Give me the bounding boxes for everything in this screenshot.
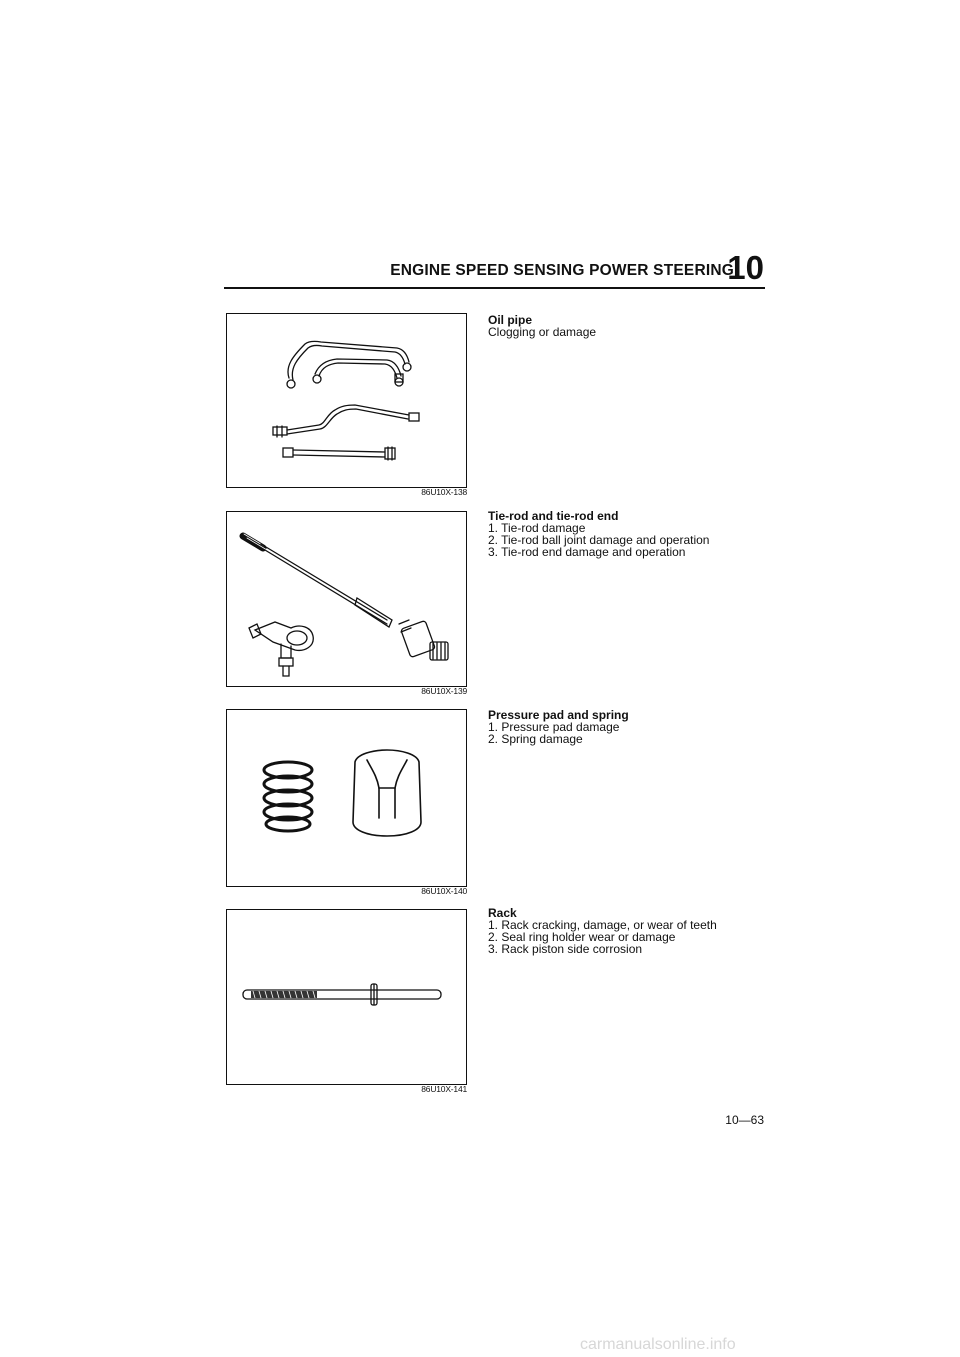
section-item: Clogging or damage xyxy=(488,325,597,339)
figure-id-2: 86U10X-139 xyxy=(421,686,467,696)
section-rack xyxy=(488,907,768,955)
section-title: Tie-rod and tie-rod end xyxy=(488,509,619,523)
page-header xyxy=(224,249,764,288)
section-oil-pipe xyxy=(488,314,768,338)
figure-rack xyxy=(226,909,467,1085)
watermark: carmanualsonline.info xyxy=(580,1336,736,1353)
figure-id-1: 86U10X-138 xyxy=(421,487,467,497)
section-item: 1. Rack cracking, damage, or wear of teeth xyxy=(488,918,717,932)
pressure-pad-spring-illustration xyxy=(227,710,466,886)
figure-tie-rod xyxy=(226,511,467,687)
oil-pipe-illustration xyxy=(227,314,466,487)
figure-oil-pipe xyxy=(226,313,467,488)
rack-illustration xyxy=(227,910,466,1084)
tie-rod-illustration xyxy=(227,512,466,686)
section-title: Rack xyxy=(488,906,517,920)
section-tie-rod xyxy=(488,510,768,558)
section-item: 2. Seal ring holder wear or damage xyxy=(488,930,676,944)
header-title: ENGINE SPEED SENSING POWER STEERING xyxy=(390,262,734,279)
section-item: 2. Spring damage xyxy=(488,732,583,746)
section-title: Oil pipe xyxy=(488,313,533,327)
chapter-number: 10 xyxy=(727,249,764,286)
page-number: 10—63 xyxy=(725,1113,764,1127)
figure-id-3: 86U10X-140 xyxy=(421,886,467,896)
section-item: 1. Pressure pad damage xyxy=(488,720,620,734)
section-item: 1. Tie-rod damage xyxy=(488,521,586,535)
section-item: 3. Tie-rod end damage and operation xyxy=(488,545,686,559)
section-title: Pressure pad and spring xyxy=(488,708,629,722)
section-item: 3. Rack piston side corrosion xyxy=(488,942,643,956)
header-rule xyxy=(224,287,765,289)
section-item: 2. Tie-rod ball joint damage and operation xyxy=(488,533,710,547)
figure-pressure-pad-spring xyxy=(226,709,467,887)
section-pressure-pad xyxy=(488,709,768,745)
figure-id-4: 86U10X-141 xyxy=(421,1084,467,1094)
